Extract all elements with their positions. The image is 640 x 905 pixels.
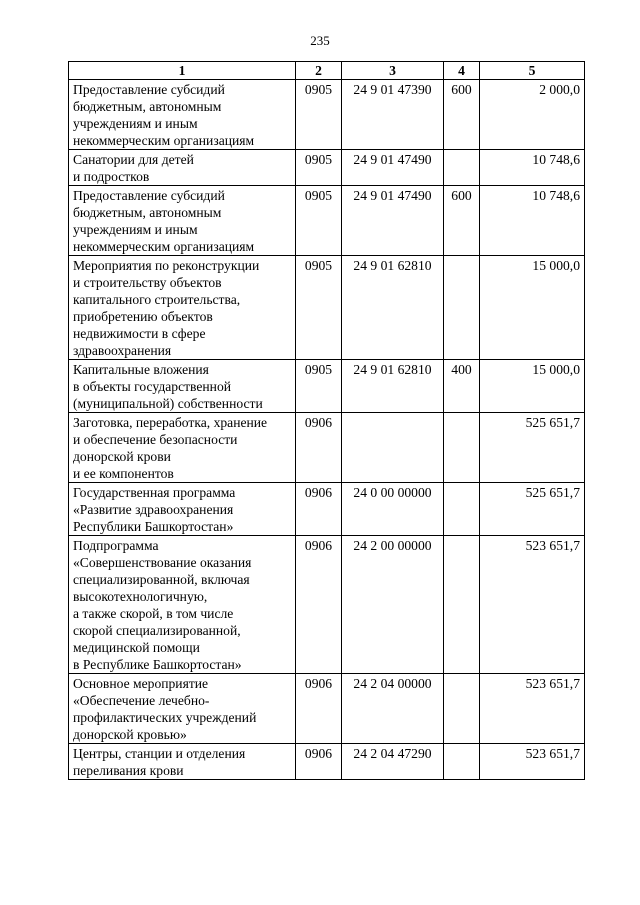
row-name-line: Центры, станции и отделения bbox=[73, 746, 246, 761]
row-type-cell: 600 bbox=[444, 186, 480, 256]
row-name-line: недвижимости в сфере bbox=[73, 326, 206, 341]
row-amount-cell: 10 748,6 bbox=[480, 186, 585, 256]
row-code-cell: 24 2 00 00000 bbox=[342, 536, 444, 674]
row-name-line: бюджетным, автономным bbox=[73, 99, 222, 114]
row-type-cell bbox=[444, 536, 480, 674]
row-name-line: Подпрограмма bbox=[73, 538, 159, 553]
row-name-line: «Совершенствование оказания bbox=[73, 555, 252, 570]
table-row bbox=[69, 360, 585, 413]
row-name-line: переливания крови bbox=[73, 763, 184, 778]
row-name-line: Мероприятия по реконструкции bbox=[73, 258, 260, 273]
header-col-3: 3 bbox=[342, 62, 444, 80]
row-name-line: в Республике Башкортостан» bbox=[73, 657, 242, 672]
row-name-cell bbox=[69, 186, 296, 256]
budget-table bbox=[68, 61, 585, 780]
row-name-line: Республики Башкортостан» bbox=[73, 519, 234, 534]
row-type-cell: 600 bbox=[444, 80, 480, 150]
table-row bbox=[69, 150, 585, 186]
row-type-cell bbox=[444, 744, 480, 780]
row-name-cell bbox=[69, 413, 296, 483]
row-name-line: и ее компонентов bbox=[73, 466, 174, 481]
row-type-cell bbox=[444, 483, 480, 536]
row-name-line: медицинской помощи bbox=[73, 640, 200, 655]
row-type-cell: 400 bbox=[444, 360, 480, 413]
row-code-cell: 24 9 01 62810 bbox=[342, 256, 444, 360]
row-name-cell bbox=[69, 483, 296, 536]
row-name-line: а также скорой, в том числе bbox=[73, 606, 234, 621]
row-section-cell: 0906 bbox=[296, 674, 342, 744]
row-section-cell: 0905 bbox=[296, 360, 342, 413]
row-name-line: бюджетным, автономным bbox=[73, 205, 222, 220]
table-row bbox=[69, 256, 585, 360]
row-name-cell bbox=[69, 150, 296, 186]
row-name-cell bbox=[69, 256, 296, 360]
row-type-cell bbox=[444, 256, 480, 360]
row-name-line: «Обеспечение лечебно- bbox=[73, 693, 210, 708]
row-name-cell bbox=[69, 536, 296, 674]
row-amount-cell: 2 000,0 bbox=[480, 80, 585, 150]
row-section-cell: 0906 bbox=[296, 744, 342, 780]
row-name-line: Санатории для детей bbox=[73, 152, 194, 167]
row-amount-cell: 15 000,0 bbox=[480, 256, 585, 360]
table-row bbox=[69, 536, 585, 674]
row-name-line: и обеспечение безопасности bbox=[73, 432, 238, 447]
table-row bbox=[69, 413, 585, 483]
row-amount-cell: 523 651,7 bbox=[480, 674, 585, 744]
row-name-line: Предоставление субсидий bbox=[73, 188, 225, 203]
table-row bbox=[69, 674, 585, 744]
header-col-5: 5 bbox=[480, 62, 585, 80]
header-col-4: 4 bbox=[444, 62, 480, 80]
header-col-2: 2 bbox=[296, 62, 342, 80]
row-name-line: некоммерческим организациям bbox=[73, 239, 255, 254]
row-type-cell bbox=[444, 674, 480, 744]
table-row bbox=[69, 744, 585, 780]
row-name-line: (муниципальной) собственности bbox=[73, 396, 263, 411]
row-name-line: Капитальные вложения bbox=[73, 362, 209, 377]
row-name-cell bbox=[69, 80, 296, 150]
table-row bbox=[69, 186, 585, 256]
row-type-cell bbox=[444, 413, 480, 483]
row-amount-cell: 523 651,7 bbox=[480, 744, 585, 780]
table-body bbox=[69, 80, 585, 780]
row-section-cell: 0905 bbox=[296, 256, 342, 360]
row-name-line: профилактических учреждений bbox=[73, 710, 257, 725]
row-code-cell: 24 2 04 00000 bbox=[342, 674, 444, 744]
row-name-line: учреждениям и иным bbox=[73, 222, 198, 237]
row-name-line: донорской кровью» bbox=[73, 727, 187, 742]
table-row bbox=[69, 80, 585, 150]
row-name-cell bbox=[69, 360, 296, 413]
row-code-cell: 24 0 00 00000 bbox=[342, 483, 444, 536]
row-section-cell: 0906 bbox=[296, 413, 342, 483]
row-name-line: в объекты государственной bbox=[73, 379, 232, 394]
row-name-line: высокотехнологичную, bbox=[73, 589, 208, 604]
header-row bbox=[69, 62, 585, 80]
page-number: 235 bbox=[310, 33, 330, 48]
row-amount-cell: 525 651,7 bbox=[480, 483, 585, 536]
row-name-line: приобретению объектов bbox=[73, 309, 213, 324]
row-code-cell: 24 9 01 47490 bbox=[342, 186, 444, 256]
row-section-cell: 0905 bbox=[296, 186, 342, 256]
row-name-line: Основное мероприятие bbox=[73, 676, 209, 691]
table-row bbox=[69, 483, 585, 536]
row-code-cell: 24 9 01 47490 bbox=[342, 150, 444, 186]
row-section-cell: 0905 bbox=[296, 80, 342, 150]
row-name-line: учреждениям и иным bbox=[73, 116, 198, 131]
row-section-cell: 0906 bbox=[296, 483, 342, 536]
row-name-line: здравоохранения bbox=[73, 343, 172, 358]
row-code-cell: 24 2 04 47290 bbox=[342, 744, 444, 780]
row-section-cell: 0905 bbox=[296, 150, 342, 186]
row-name-line: капитального строительства, bbox=[73, 292, 241, 307]
row-name-line: донорской крови bbox=[73, 449, 171, 464]
row-amount-cell: 15 000,0 bbox=[480, 360, 585, 413]
row-amount-cell: 10 748,6 bbox=[480, 150, 585, 186]
row-amount-cell: 523 651,7 bbox=[480, 536, 585, 674]
row-code-cell: 24 9 01 47390 bbox=[342, 80, 444, 150]
row-type-cell bbox=[444, 150, 480, 186]
row-name-cell bbox=[69, 674, 296, 744]
row-name-line: Предоставление субсидий bbox=[73, 82, 225, 97]
row-amount-cell: 525 651,7 bbox=[480, 413, 585, 483]
row-name-line: Государственная программа bbox=[73, 485, 236, 500]
row-name-line: Заготовка, переработка, хранение bbox=[73, 415, 268, 430]
row-name-cell bbox=[69, 744, 296, 780]
header-col-1: 1 bbox=[69, 62, 296, 80]
row-code-cell: 24 9 01 62810 bbox=[342, 360, 444, 413]
row-code-cell bbox=[342, 413, 444, 483]
row-name-line: скорой специализированной, bbox=[73, 623, 241, 638]
row-name-line: специализированной, включая bbox=[73, 572, 250, 587]
row-name-line: некоммерческим организациям bbox=[73, 133, 255, 148]
row-section-cell: 0906 bbox=[296, 536, 342, 674]
row-name-line: и подростков bbox=[73, 169, 150, 184]
row-name-line: «Развитие здравоохранения bbox=[73, 502, 234, 517]
row-name-line: и строительству объектов bbox=[73, 275, 222, 290]
